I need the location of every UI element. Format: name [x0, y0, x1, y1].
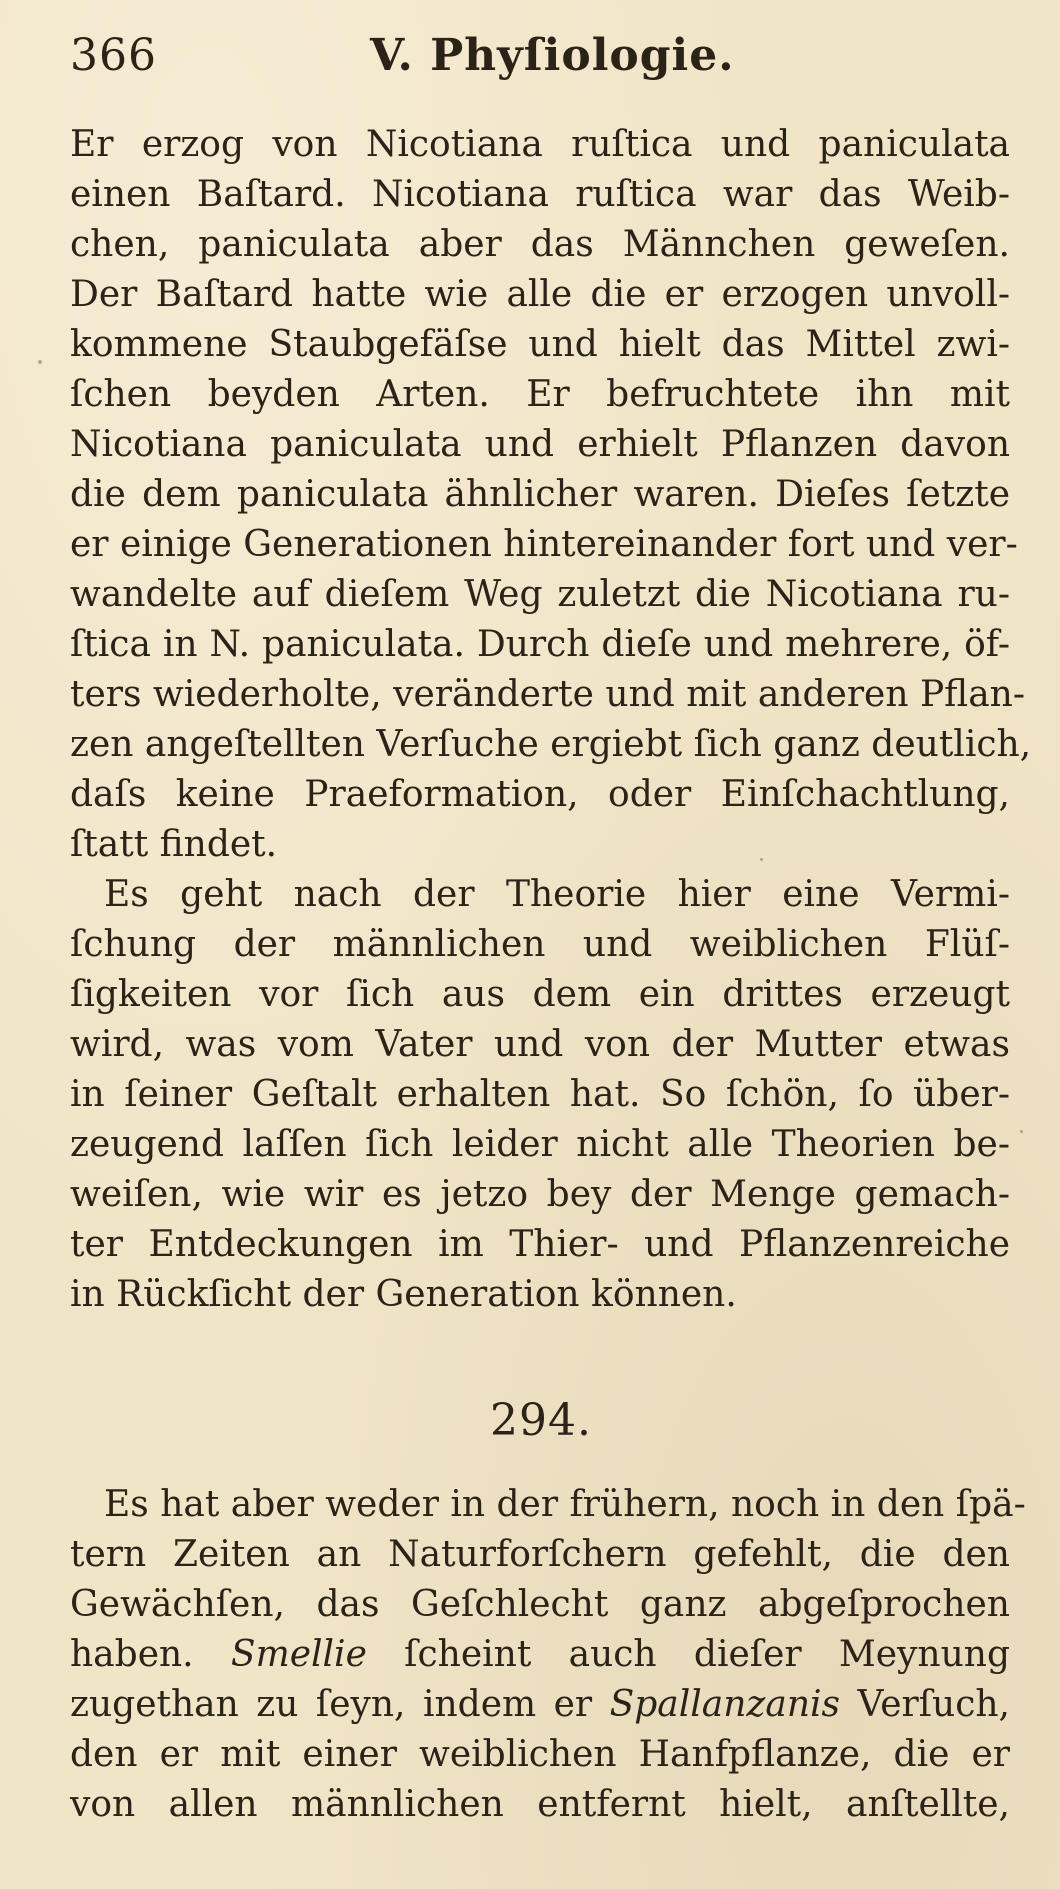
page-header [70, 22, 1005, 92]
text-line [70, 1630, 1010, 1680]
paper-speck [38, 360, 42, 364]
page-number: 366 [70, 30, 157, 81]
paragraph-1 [70, 120, 1032, 870]
text-line: ſchen beyden Arten. Er befruchtete ihn mit [70, 374, 1010, 415]
main-text [70, 120, 1032, 1320]
text-line: chen, paniculata aber das Männchen geweſen. [70, 224, 1010, 265]
running-head: V. Phyſiologie. [370, 30, 735, 81]
text-line: in ſeiner Geſtalt erhalten hat. So ſchön, ſo über- [70, 1074, 1010, 1115]
text-line: die dem paniculata ähnlicher waren. Dieſes ſetzte [70, 474, 1010, 515]
paper-speck [760, 858, 763, 861]
paper-speck [560, 1700, 563, 1703]
text-line: Es hat aber weder in der frühern, noch in den ſpä- [104, 1484, 1026, 1525]
text-line: ters wiederholte, veränderte und mit anderen Pflan- [70, 674, 1026, 715]
text-fragment: haben. [70, 1634, 231, 1675]
text-line: in Rückſicht der Generation können. [70, 1274, 737, 1315]
text-line: ſtatt findet. [70, 824, 278, 865]
text-line: weiſen, wie wir es jetzo bey der Menge gemach- [70, 1174, 1010, 1215]
text-line: Gewächſen, das Geſchlecht ganz abgeſprochen [70, 1584, 1010, 1625]
section-text [70, 1480, 1026, 1830]
text-line: tern Zeiten an Naturforſchern gefehlt, die den [70, 1534, 1010, 1575]
paragraph-3 [70, 1480, 1026, 1830]
text-line: Der Baſtard hatte wie alle die er erzogen unvoll- [70, 274, 1010, 315]
text-line: kommene Staubgefäſse und hielt das Mittel zwi- [70, 324, 1010, 365]
author-name-smellie: Smellie [230, 1634, 367, 1675]
text-line: ter Entdeckungen im Thier- und Pflanzenreiche [70, 1224, 1010, 1265]
text-line: zen angeſtellten Verſuche ergiebt ſich ganz deutlich, [70, 724, 1032, 765]
text-line: einen Baſtard. Nicotiana ruſtica war das Weib- [70, 174, 1010, 215]
text-line: Er erzog von Nicotiana ruſtica und paniculata [70, 124, 1010, 165]
paper-speck [1020, 1130, 1023, 1133]
text-line: daſs keine Praeformation, oder Einſchachtlung, [70, 774, 1010, 815]
text-line: zeugend laſſen ſich leider nicht alle Theorien be- [70, 1124, 1010, 1165]
text-line: von allen männlichen entfernt hielt, anſtellte, [70, 1784, 1010, 1825]
author-name-spallanzani: Spallanzanis [609, 1684, 841, 1725]
text-line: er einige Generationen hintereinander fort und ver- [70, 524, 1018, 565]
text-line: Nicotiana paniculata und erhielt Pflanzen davon [70, 424, 1010, 465]
text-line: ſtica in N. paniculata. Durch dieſe und mehrere, öf- [70, 624, 1010, 665]
text-line: wandelte auf dieſem Weg zuletzt die Nicotiana ru- [70, 574, 1010, 615]
text-line: ſchung der männlichen und weiblichen Flüſ- [70, 924, 1010, 965]
text-fragment: zugethan zu ſeyn, indem er [70, 1684, 610, 1725]
text-fragment: ſcheint auch dieſer Meynung [366, 1634, 1010, 1675]
text-line: ſigkeiten vor ſich aus dem ein drittes erzeugt [70, 974, 1010, 1015]
text-line: wird, was vom Vater und von der Mutter etwas [70, 1024, 1010, 1065]
paragraph-2 [70, 870, 1010, 1320]
section-number: 294. [490, 1395, 592, 1446]
text-line [70, 1680, 1010, 1730]
text-line: den er mit einer weiblichen Hanfpflanze, die er [70, 1734, 1010, 1775]
text-line: Es geht nach der Theorie hier eine Vermi- [104, 874, 1010, 915]
text-fragment: Verſuch, [840, 1684, 1011, 1725]
